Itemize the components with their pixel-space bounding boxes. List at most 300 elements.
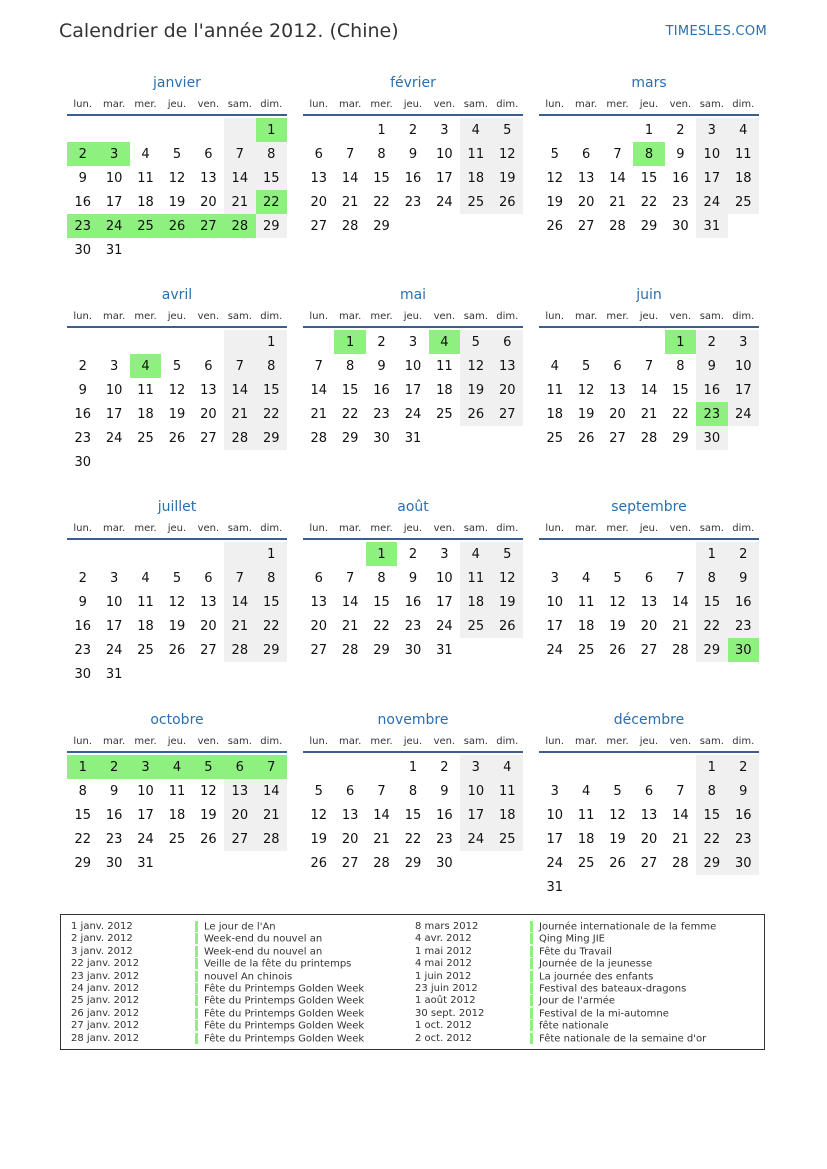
day-cell: 29: [256, 214, 287, 238]
day-cell: 8: [696, 779, 727, 803]
day-cell: 23: [105, 831, 123, 847]
weekday-label: ven.: [197, 735, 220, 747]
legend-item: [195, 946, 364, 958]
holiday-day-cell: 1: [67, 755, 98, 779]
day-cell: 25: [577, 642, 595, 658]
legend-label: Festival de la mi-automne: [539, 1008, 669, 1020]
empty-cell: [67, 118, 98, 142]
weekday-label: dim.: [260, 310, 283, 322]
day-cell: 21: [373, 831, 390, 847]
weekday-label: mer.: [370, 522, 393, 534]
day-cell: 1: [377, 122, 386, 138]
day-cell: 17: [696, 166, 727, 190]
legend-item: [195, 1033, 364, 1045]
weekday-label: sam.: [699, 98, 724, 110]
weekday-label: ven.: [669, 735, 692, 747]
day-cell: 4: [581, 570, 591, 586]
day-cell: 20: [310, 618, 327, 634]
day-cell: 25: [460, 190, 491, 214]
day-cell: 11: [728, 142, 759, 166]
day-cell: 26: [460, 402, 491, 426]
weekday-label: mar.: [103, 735, 126, 747]
holiday-marker-icon: [530, 921, 533, 932]
legend-item: [195, 921, 364, 933]
day-grid: [303, 542, 523, 662]
weekday-label: jeu.: [167, 735, 187, 747]
weekday-label: dim.: [260, 735, 283, 747]
day-cell: 20: [224, 803, 255, 827]
day-cell: 20: [200, 194, 217, 210]
day-cell: 7: [345, 146, 355, 162]
day-cell: 23: [404, 194, 422, 210]
day-cell: 8: [696, 566, 727, 590]
legend-date: 30 sept. 2012: [415, 1007, 485, 1019]
day-cell: 1: [256, 330, 287, 354]
weekday-header: [539, 518, 759, 538]
day-cell: 30: [728, 851, 759, 875]
day-cell: 10: [696, 142, 727, 166]
empty-cell: [633, 542, 664, 566]
header-divider: [67, 538, 287, 540]
holiday-marker-icon: [195, 1020, 198, 1031]
day-cell: 7: [224, 142, 255, 166]
day-cell: 16: [74, 618, 91, 634]
weekday-label: dim.: [260, 98, 283, 110]
month-name: décembre: [613, 712, 685, 728]
legend-dates-col-1: [71, 921, 139, 1045]
day-cell: 13: [310, 170, 327, 186]
day-cell: 6: [492, 330, 523, 354]
empty-cell: [665, 755, 696, 779]
holiday-marker-icon: [530, 1033, 533, 1044]
day-cell: 14: [224, 590, 255, 614]
day-cell: 23: [74, 430, 91, 446]
day-cell: 28: [224, 426, 255, 450]
day-cell: 28: [672, 855, 689, 871]
day-cell: 21: [672, 831, 689, 847]
weekday-label: lun.: [545, 310, 565, 322]
weekday-label: ven.: [669, 310, 692, 322]
day-cell: 19: [546, 194, 563, 210]
day-cell: 17: [460, 803, 491, 827]
legend-item: [195, 995, 364, 1007]
day-cell: 14: [341, 170, 359, 186]
legend-item: [530, 995, 716, 1007]
day-cell: 13: [310, 594, 327, 610]
day-cell: 18: [168, 807, 186, 823]
legend-label: Le jour de l'An: [204, 921, 276, 933]
day-cell: 17: [137, 807, 154, 823]
day-cell: 14: [310, 382, 327, 398]
day-grid: [67, 330, 287, 474]
legend-dates-col-2: [415, 921, 484, 1045]
day-cell: 9: [78, 170, 87, 186]
day-cell: 28: [341, 642, 359, 658]
day-cell: 6: [314, 570, 323, 586]
day-grid: [303, 330, 523, 450]
weekday-label: mer.: [134, 522, 157, 534]
month-name: octobre: [150, 712, 204, 728]
day-cell: 2: [728, 542, 759, 566]
day-cell: 3: [460, 755, 491, 779]
day-cell: 3: [550, 783, 559, 799]
weekday-label: dim.: [496, 98, 519, 110]
day-cell: 5: [172, 358, 182, 374]
day-cell: 31: [137, 855, 154, 871]
weekday-label: sam.: [463, 522, 488, 534]
day-cell: 22: [640, 194, 658, 210]
day-cell: 30: [373, 430, 390, 446]
holiday-day-cell: 23: [696, 402, 727, 426]
weekday-label: jeu.: [167, 98, 187, 110]
day-cell: 23: [672, 194, 689, 210]
day-cell: 15: [640, 170, 658, 186]
weekday-label: lun.: [545, 98, 565, 110]
day-cell: 26: [310, 855, 327, 871]
empty-cell: [193, 330, 224, 354]
weekday-label: ven.: [433, 522, 456, 534]
day-cell: 19: [310, 831, 327, 847]
holiday-day-cell: 3: [98, 142, 129, 166]
month-block: [67, 284, 287, 474]
month-name: mai: [399, 287, 427, 303]
day-cell: 26: [577, 430, 595, 446]
weekday-label: lun.: [545, 735, 565, 747]
holiday-marker-icon: [530, 1008, 533, 1019]
month-name: janvier: [153, 75, 201, 91]
holiday-marker-icon: [530, 983, 533, 994]
day-cell: 25: [546, 430, 563, 446]
day-cell: 29: [256, 426, 287, 450]
day-cell: 28: [224, 638, 255, 662]
day-cell: 31: [436, 642, 453, 658]
holiday-legend: [60, 914, 765, 1050]
day-cell: 29: [74, 855, 91, 871]
weekday-label: sam.: [463, 310, 488, 322]
empty-cell: [570, 755, 601, 779]
day-cell: 18: [546, 406, 563, 422]
weekday-label: jeu.: [403, 735, 423, 747]
day-cell: 23: [728, 827, 759, 851]
empty-cell: [98, 542, 129, 566]
holiday-day-cell: 4: [130, 354, 161, 378]
month-block: [303, 496, 523, 662]
day-cell: 6: [644, 783, 654, 799]
holiday-day-cell: 2: [98, 755, 129, 779]
day-cell: 9: [676, 146, 685, 162]
day-cell: 21: [224, 402, 255, 426]
legend-label: Fête du Printemps Golden Week: [204, 1020, 365, 1032]
day-cell: 9: [728, 779, 759, 803]
day-cell: 13: [492, 354, 523, 378]
holiday-day-cell: 30: [728, 638, 759, 662]
legend-date: 24 janv. 2012: [71, 982, 140, 994]
day-cell: 30: [696, 426, 727, 450]
weekday-label: ven.: [669, 522, 692, 534]
weekday-label: mar.: [103, 522, 126, 534]
day-cell: 25: [492, 827, 523, 851]
empty-cell: [570, 542, 601, 566]
day-cell: 17: [436, 170, 453, 186]
weekday-label: jeu.: [639, 522, 659, 534]
empty-cell: [303, 118, 334, 142]
day-cell: 5: [460, 330, 491, 354]
month-name: novembre: [377, 712, 449, 728]
legend-label: Qing Ming JIE: [539, 933, 606, 945]
day-cell: 25: [137, 642, 154, 658]
day-grid: [539, 330, 759, 450]
day-cell: 16: [728, 803, 759, 827]
weekday-label: mar.: [339, 98, 362, 110]
day-cell: 12: [546, 170, 563, 186]
day-cell: 17: [436, 594, 453, 610]
legend-date: 1 mai 2012: [415, 945, 472, 957]
day-cell: 26: [492, 190, 523, 214]
site-logo-link[interactable]: TIMESLES.COM: [665, 24, 767, 39]
day-cell: 20: [640, 618, 658, 634]
day-cell: 10: [404, 358, 422, 374]
weekday-label: lun.: [73, 310, 93, 322]
legend-label: Week-end du nouvel an: [204, 933, 323, 945]
holiday-marker-icon: [195, 995, 198, 1006]
empty-cell: [161, 330, 192, 354]
day-cell: 4: [581, 783, 591, 799]
day-cell: 13: [224, 779, 255, 803]
weekday-label: jeu.: [639, 735, 659, 747]
weekday-label: mer.: [134, 735, 157, 747]
day-cell: 14: [373, 807, 390, 823]
day-cell: 23: [436, 831, 453, 847]
day-cell: 20: [200, 406, 217, 422]
day-cell: 24: [728, 402, 759, 426]
day-cell: 17: [404, 382, 422, 398]
day-cell: 16: [373, 382, 390, 398]
empty-cell: [67, 542, 98, 566]
day-cell: 7: [224, 566, 255, 590]
weekday-label: mar.: [339, 522, 362, 534]
weekday-label: mer.: [134, 310, 157, 322]
day-cell: 21: [224, 190, 255, 214]
weekday-label: ven.: [433, 735, 456, 747]
legend-item: [195, 1008, 364, 1020]
day-cell: 3: [696, 118, 727, 142]
day-cell: 9: [696, 354, 727, 378]
holiday-marker-icon: [195, 958, 198, 969]
legend-label: La journée des enfants: [539, 971, 654, 983]
holiday-marker-icon: [195, 1008, 198, 1019]
day-cell: 26: [609, 642, 626, 658]
day-cell: 6: [204, 146, 213, 162]
day-cell: 11: [577, 807, 595, 823]
day-cell: 27: [341, 855, 359, 871]
legend-item: [195, 983, 364, 995]
holiday-day-cell: 7: [256, 755, 287, 779]
day-cell: 5: [314, 783, 323, 799]
legend-item: [530, 1020, 716, 1032]
day-cell: 25: [460, 614, 491, 638]
day-cell: 29: [373, 218, 390, 234]
day-cell: 24: [436, 194, 453, 210]
day-cell: 19: [492, 166, 523, 190]
day-grid: [67, 755, 287, 875]
weekday-label: jeu.: [167, 522, 187, 534]
day-cell: 24: [137, 831, 154, 847]
day-cell: 5: [613, 570, 622, 586]
weekday-label: dim.: [496, 522, 519, 534]
month-block: [67, 496, 287, 686]
empty-cell: [602, 755, 633, 779]
weekday-label: sam.: [227, 735, 252, 747]
day-cell: 18: [460, 166, 491, 190]
empty-cell: [665, 542, 696, 566]
weekday-label: mer.: [606, 522, 629, 534]
day-cell: 18: [137, 618, 154, 634]
legend-item: [530, 1033, 716, 1045]
holiday-day-cell: 22: [256, 190, 287, 214]
day-cell: 26: [200, 831, 217, 847]
day-cell: 28: [672, 642, 689, 658]
day-cell: 19: [460, 378, 491, 402]
header-divider: [303, 326, 523, 328]
day-cell: 5: [172, 570, 182, 586]
holiday-marker-icon: [530, 1020, 533, 1031]
day-cell: 8: [256, 566, 287, 590]
day-cell: 5: [581, 358, 591, 374]
day-cell: 20: [577, 194, 595, 210]
day-cell: 24: [105, 430, 123, 446]
day-cell: 13: [200, 594, 217, 610]
day-cell: 22: [74, 831, 91, 847]
day-cell: 1: [644, 122, 654, 138]
empty-cell: [539, 118, 570, 142]
empty-cell: [539, 330, 570, 354]
day-cell: 11: [460, 566, 491, 590]
month-name: juillet: [157, 499, 197, 515]
day-cell: 17: [728, 378, 759, 402]
header-divider: [67, 751, 287, 753]
month-block: [67, 72, 287, 262]
day-cell: 29: [373, 642, 390, 658]
day-cell: 3: [408, 334, 418, 350]
day-cell: 22: [373, 194, 390, 210]
weekday-label: sam.: [699, 310, 724, 322]
legend-label: Week-end du nouvel an: [204, 946, 323, 958]
legend-label: Journée de la jeunesse: [539, 958, 653, 970]
day-cell: 6: [314, 146, 323, 162]
empty-cell: [303, 330, 334, 354]
month-name: mars: [631, 75, 667, 91]
day-grid: [67, 118, 287, 262]
header-divider: [539, 326, 759, 328]
day-cell: 28: [310, 430, 327, 446]
day-cell: 28: [609, 218, 626, 234]
weekday-label: mar.: [103, 310, 126, 322]
day-cell: 20: [609, 406, 626, 422]
holiday-day-cell: 2: [67, 142, 98, 166]
day-cell: 12: [168, 594, 186, 610]
weekday-label: mar.: [339, 310, 362, 322]
legend-date: 26 janv. 2012: [71, 1007, 140, 1019]
day-cell: 15: [256, 166, 287, 190]
day-cell: 31: [404, 430, 422, 446]
empty-cell: [602, 330, 633, 354]
legend-label: Fête du Printemps Golden Week: [204, 1033, 365, 1045]
day-cell: 2: [676, 122, 685, 138]
day-grid: [539, 542, 759, 662]
day-cell: 21: [609, 194, 626, 210]
legend-date: 27 janv. 2012: [71, 1020, 140, 1032]
header-divider: [539, 538, 759, 540]
day-cell: 18: [137, 406, 154, 422]
weekday-label: mar.: [575, 735, 598, 747]
empty-cell: [224, 542, 255, 566]
weekday-label: dim.: [496, 310, 519, 322]
month-name: septembre: [611, 499, 687, 515]
day-cell: 9: [440, 783, 449, 799]
day-cell: 8: [676, 358, 685, 374]
legend-label: nouvel An chinois: [204, 971, 293, 983]
day-cell: 2: [408, 546, 418, 562]
empty-cell: [539, 755, 570, 779]
weekday-label: sam.: [463, 98, 488, 110]
month-block: [67, 709, 287, 875]
holiday-marker-icon: [530, 958, 533, 969]
day-cell: 8: [256, 354, 287, 378]
day-cell: 15: [672, 382, 689, 398]
day-cell: 27: [640, 642, 658, 658]
weekday-label: ven.: [433, 98, 456, 110]
day-cell: 9: [78, 594, 87, 610]
day-cell: 2: [78, 570, 87, 586]
day-cell: 27: [224, 827, 255, 851]
legend-date: 2 janv. 2012: [71, 933, 133, 945]
weekday-label: dim.: [496, 735, 519, 747]
day-cell: 5: [613, 783, 622, 799]
day-cell: 30: [74, 242, 91, 258]
day-cell: 30: [672, 218, 689, 234]
legend-item: [530, 933, 716, 945]
empty-cell: [334, 755, 365, 779]
weekday-header: [539, 94, 759, 114]
day-cell: 8: [408, 783, 418, 799]
day-cell: 8: [377, 570, 386, 586]
weekday-header: [67, 731, 287, 751]
day-cell: 4: [141, 146, 150, 162]
weekday-label: mer.: [606, 98, 629, 110]
day-cell: 10: [137, 783, 154, 799]
empty-cell: [130, 118, 161, 142]
day-cell: 12: [492, 566, 523, 590]
day-cell: 18: [577, 618, 595, 634]
day-cell: 4: [460, 542, 491, 566]
day-cell: 27: [577, 218, 595, 234]
day-cell: 22: [341, 406, 359, 422]
legend-date: 1 juin 2012: [415, 970, 472, 982]
legend-date: 3 janv. 2012: [71, 945, 133, 957]
weekday-label: jeu.: [403, 522, 423, 534]
legend-label: Veille de la fête du printemps: [204, 958, 352, 970]
weekday-label: mer.: [134, 98, 157, 110]
weekday-header: [67, 94, 287, 114]
weekday-label: ven.: [669, 98, 692, 110]
day-cell: 20: [200, 618, 217, 634]
day-cell: 7: [345, 570, 355, 586]
day-cell: 24: [436, 618, 453, 634]
day-cell: 13: [577, 170, 595, 186]
holiday-day-cell: 3: [130, 755, 161, 779]
header-divider: [67, 114, 287, 116]
day-cell: 31: [105, 242, 123, 258]
